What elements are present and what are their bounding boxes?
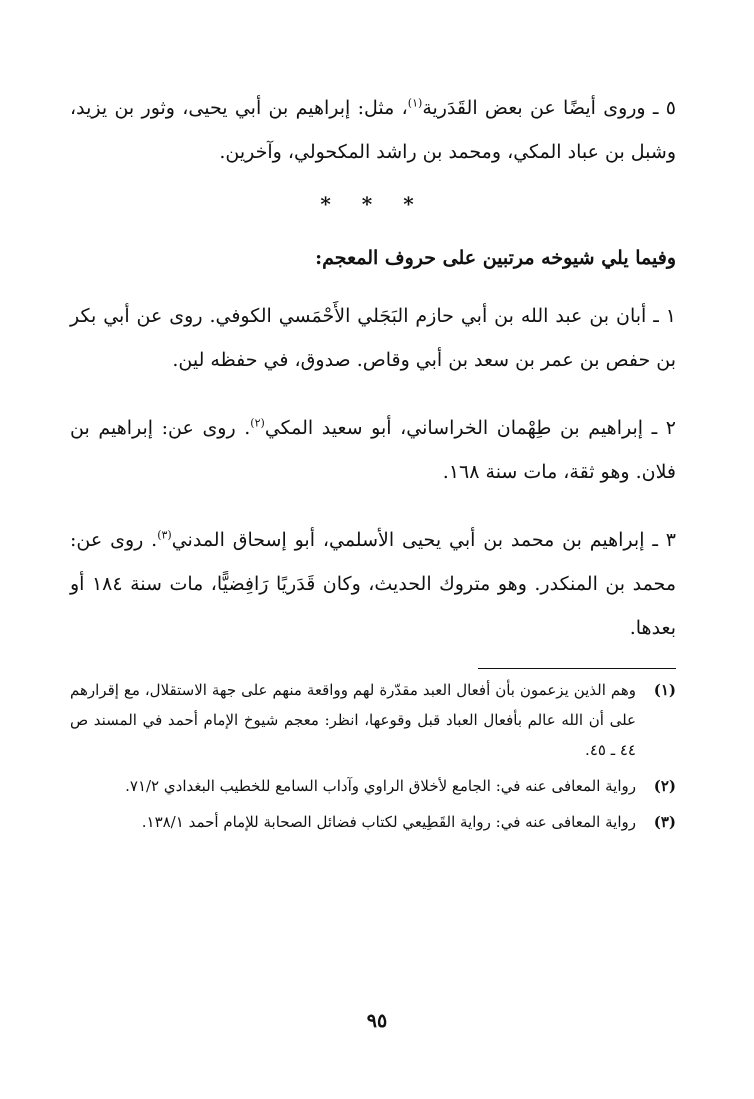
entry-number: ١ bbox=[665, 305, 677, 327]
page-number: ٩٥ bbox=[366, 1010, 388, 1032]
entry-text-a: ـ أبان بن عبد الله بن أبي حازم البَجَلي الأَحْمَسي الكوفي. روى عن أبي بكر بن حفص بن عمر بن سعد بن أبي وقاص. صدوق، في حفظه لين. bbox=[70, 305, 676, 371]
entry-number: ٢ bbox=[665, 417, 676, 439]
footnote-3 bbox=[70, 807, 676, 837]
entry-2 bbox=[70, 406, 676, 494]
paragraph-text-b: ، مثل: إبراهيم بن أبي يحيى، وثور بن يزيد، وشبل بن عباد المكي، ومحمد بن راشد المكحولي، وآخرين. bbox=[70, 97, 676, 163]
section-heading: وفيما يلي شيوخه مرتبين على حروف المعجم: bbox=[315, 247, 676, 269]
footnote-text: وهم الذين يزعمون بأن أفعال العبد مقدّرة لهم وواقعة منهم على جهة الاستقلال، مع إقرارهم على أن الله عالم بأفعال العباد قبل وقوعها، انظر: معجم شيوخ الإمام أحمد في المسند ص ٤٤ ـ ٤٥. bbox=[70, 681, 636, 759]
footnote-ref-1[interactable]: (١) bbox=[407, 96, 423, 110]
page-body bbox=[70, 86, 676, 1099]
entry-text-b: . روى عن: محمد بن المنكدر. وهو متروك الحديث، وكان قَدَريًا رَافِضيًّا، مات سنة ١٨٤ أو بعدها. bbox=[70, 529, 676, 639]
entry-1 bbox=[70, 294, 676, 382]
footnote-number: (٣) bbox=[653, 813, 676, 831]
entry-number: ٣ bbox=[665, 529, 677, 551]
footnote-number: (١) bbox=[653, 681, 676, 699]
paragraph-5 bbox=[70, 86, 676, 174]
entry-text-a: ـ إبراهيم بن طِهْمان الخراساني، أبو سعيد المكي bbox=[264, 417, 658, 439]
section-separator: * * * bbox=[320, 192, 426, 216]
footnote-ref-3[interactable]: (٣) bbox=[157, 528, 172, 542]
footnote-ref-2[interactable]: (٢) bbox=[250, 416, 265, 430]
entry-text-b: . روى عن: إبراهيم بن فلان. وهو ثقة، مات سنة ١٦٨. bbox=[70, 417, 676, 483]
paragraph-number: ٥ bbox=[665, 97, 676, 119]
footnote-text: رواية المعافى عنه في: الجامع لأخلاق الراوي وآداب السامع للخطيب البغدادي ٧١/٢. bbox=[125, 777, 636, 795]
footnote-2 bbox=[70, 771, 676, 801]
footnote-number: (٢) bbox=[653, 777, 676, 795]
footnote-1 bbox=[70, 675, 676, 765]
entry-3 bbox=[70, 518, 676, 650]
footnote-text: رواية المعافى عنه في: رواية القَطِيعي لكتاب فضائل الصحابة للإمام أحمد ١٣٨/١. bbox=[141, 813, 636, 831]
entry-text-a: ـ إبراهيم بن محمد بن أبي يحيى الأسلمي، أبو إسحاق المدني bbox=[171, 529, 658, 551]
footnote-divider bbox=[478, 668, 676, 669]
paragraph-text-a: ـ وروى أيضًا عن بعض القَدَرية bbox=[422, 97, 659, 119]
